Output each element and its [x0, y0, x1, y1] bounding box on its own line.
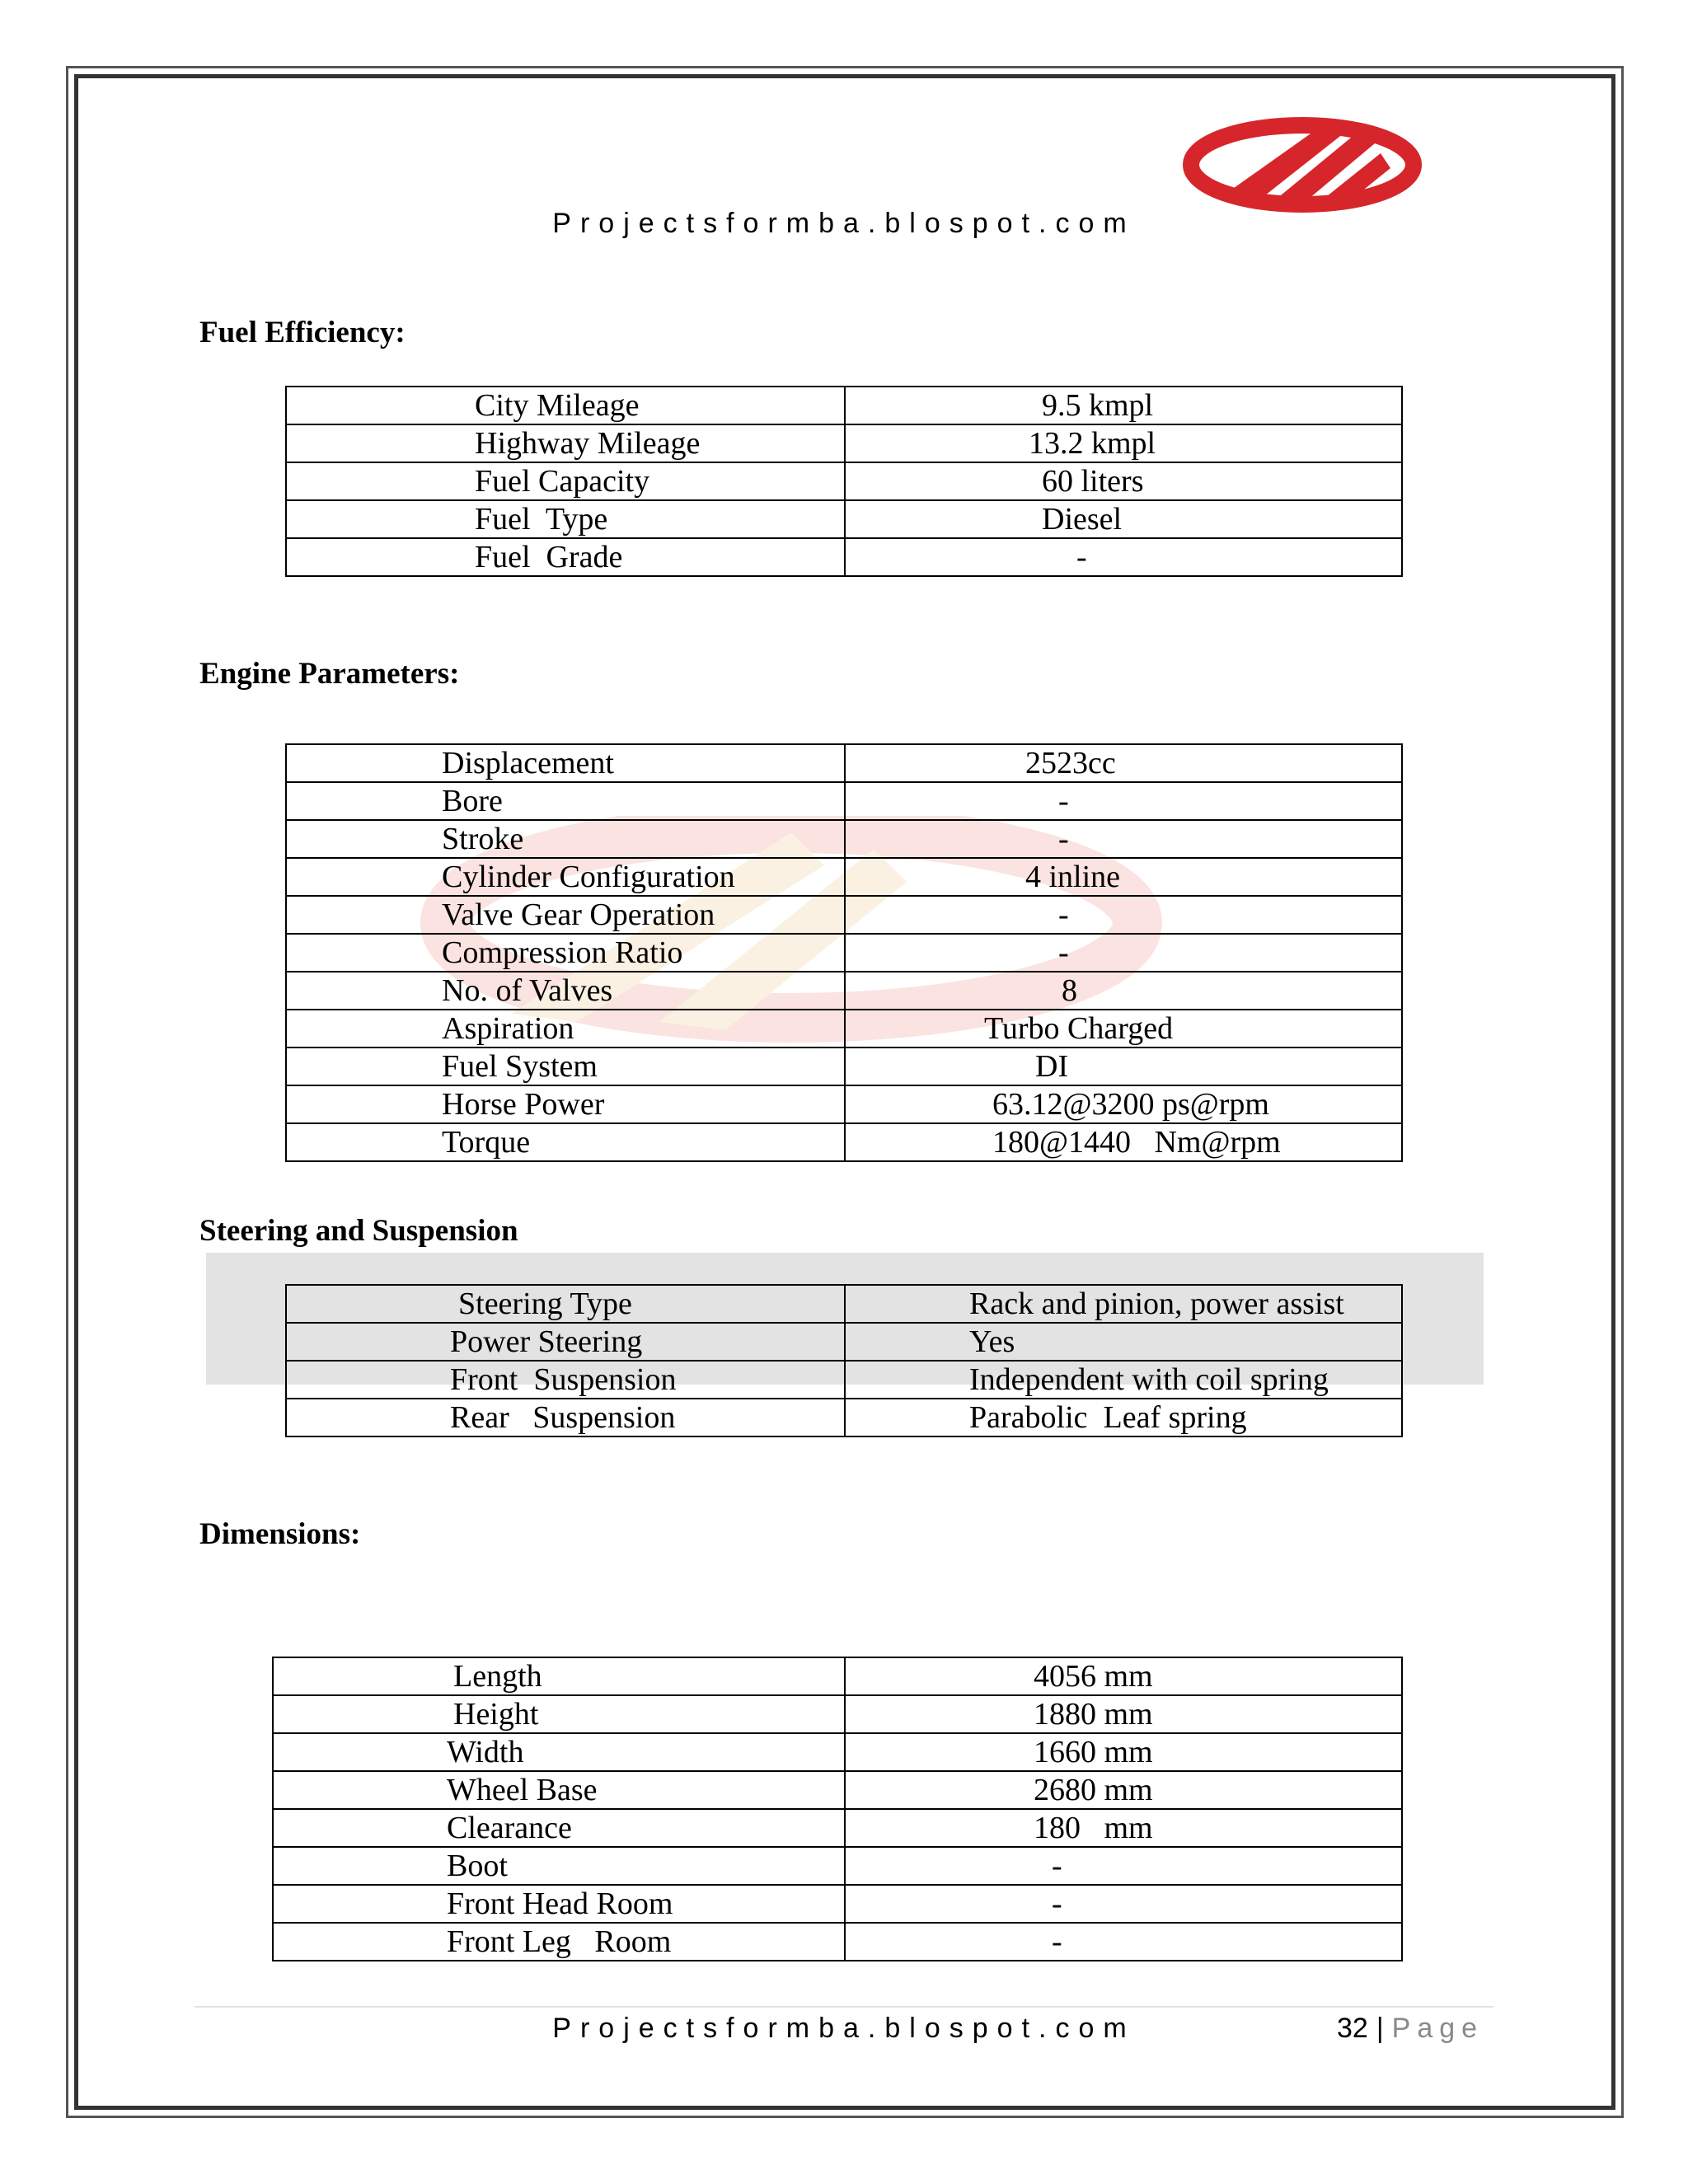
table-row: [286, 1285, 1402, 1323]
dimensions-table: [272, 1657, 1403, 1961]
row-label: Front Suspension: [286, 1361, 845, 1399]
table-row: [286, 1361, 1402, 1399]
table-row: [286, 1399, 1402, 1436]
table-row: [273, 1847, 1402, 1885]
section-title-fuel: Fuel Efficiency:: [199, 316, 406, 349]
row-value: 4056 mm: [845, 1657, 1402, 1695]
table-row: [273, 1923, 1402, 1961]
row-label: Cylinder Configuration: [286, 858, 845, 896]
table-row: [286, 858, 1402, 896]
row-value: 13.2 kmpl: [845, 424, 1402, 462]
row-value: -: [845, 820, 1402, 858]
footer-site-url: Projectsformba.blospot.com: [552, 2013, 1136, 2044]
steering-suspension-table: [285, 1284, 1403, 1437]
row-value: -: [845, 896, 1402, 934]
table-row: [273, 1733, 1402, 1771]
row-label: Boot: [273, 1847, 845, 1885]
table-row: [286, 500, 1402, 538]
row-value: 2680 mm: [845, 1771, 1402, 1809]
row-value: Rack and pinion, power assist: [845, 1285, 1402, 1323]
row-value: -: [845, 1847, 1402, 1885]
row-value: Yes: [845, 1323, 1402, 1361]
row-value: Diesel: [845, 500, 1402, 538]
page-number-separator: |: [1376, 2013, 1384, 2044]
row-label: Front Head Room: [273, 1885, 845, 1923]
row-value: 60 liters: [845, 462, 1402, 500]
row-label: Valve Gear Operation: [286, 896, 845, 934]
row-value: 180@1440 Nm@rpm: [845, 1123, 1402, 1161]
section-title-engine: Engine Parameters:: [199, 657, 460, 691]
row-value: 63.12@3200 ps@rpm: [845, 1085, 1402, 1123]
page-word: Page: [1391, 2013, 1484, 2044]
row-value: DI: [845, 1047, 1402, 1085]
row-label: Compression Ratio: [286, 934, 845, 972]
table-row: [286, 1047, 1402, 1085]
engine-parameters-table: [285, 743, 1403, 1162]
row-label: Width: [273, 1733, 845, 1771]
row-value: Independent with coil spring: [845, 1361, 1402, 1399]
row-label: Aspiration: [286, 1010, 845, 1047]
table-row: [286, 1123, 1402, 1161]
row-value: -: [845, 934, 1402, 972]
row-label: Fuel Type: [286, 500, 845, 538]
table-row: [286, 820, 1402, 858]
row-value: 8: [845, 972, 1402, 1010]
row-value: Parabolic Leaf spring: [845, 1399, 1402, 1436]
row-label: Horse Power: [286, 1085, 845, 1123]
row-label: Wheel Base: [273, 1771, 845, 1809]
table-row: [286, 1085, 1402, 1123]
page-number: [1337, 2013, 1484, 2045]
row-label: Fuel System: [286, 1047, 845, 1085]
header-site-url: Projectsformba.blospot.com: [552, 208, 1136, 239]
row-value: 1660 mm: [845, 1733, 1402, 1771]
row-label: Length: [273, 1657, 845, 1695]
row-value: -: [845, 1923, 1402, 1961]
table-row: [286, 896, 1402, 934]
row-label: Clearance: [273, 1809, 845, 1847]
page-number-value: 32: [1337, 2013, 1368, 2044]
row-value: -: [845, 1885, 1402, 1923]
table-row: [286, 782, 1402, 820]
row-label: Power Steering: [286, 1323, 845, 1361]
table-row: [286, 972, 1402, 1010]
row-label: No. of Valves: [286, 972, 845, 1010]
table-row: [286, 538, 1402, 576]
row-value: 1880 mm: [845, 1695, 1402, 1733]
table-row: [273, 1885, 1402, 1923]
row-label: Steering Type: [286, 1285, 845, 1323]
table-row: [286, 462, 1402, 500]
row-label: Fuel Capacity: [286, 462, 845, 500]
table-row: [286, 1010, 1402, 1047]
table-row: [273, 1809, 1402, 1847]
section-title-dimensions: Dimensions:: [199, 1517, 361, 1551]
row-label: Highway Mileage: [286, 424, 845, 462]
table-row: [273, 1657, 1402, 1695]
table-row: [286, 744, 1402, 782]
row-label: Torque: [286, 1123, 845, 1161]
row-label: Height: [273, 1695, 845, 1733]
row-value: 2523cc: [845, 744, 1402, 782]
row-value: Turbo Charged: [845, 1010, 1402, 1047]
table-row: [286, 424, 1402, 462]
row-label: Bore: [286, 782, 845, 820]
table-row: [286, 387, 1402, 424]
table-row: [286, 1323, 1402, 1361]
section-title-steering: Steering and Suspension: [199, 1214, 518, 1248]
table-row: [273, 1695, 1402, 1733]
row-value: 180 mm: [845, 1809, 1402, 1847]
footer-divider: [195, 2006, 1493, 2008]
row-label: City Mileage: [286, 387, 845, 424]
row-label: Fuel Grade: [286, 538, 845, 576]
row-value: 9.5 kmpl: [845, 387, 1402, 424]
table-row: [286, 934, 1402, 972]
row-label: Rear Suspension: [286, 1399, 845, 1436]
table-row: [273, 1771, 1402, 1809]
row-value: -: [845, 782, 1402, 820]
fuel-efficiency-table: [285, 386, 1403, 577]
row-label: Front Leg Room: [273, 1923, 845, 1961]
row-label: Stroke: [286, 820, 845, 858]
row-value: 4 inline: [845, 858, 1402, 896]
row-label: Displacement: [286, 744, 845, 782]
row-value: -: [845, 538, 1402, 576]
